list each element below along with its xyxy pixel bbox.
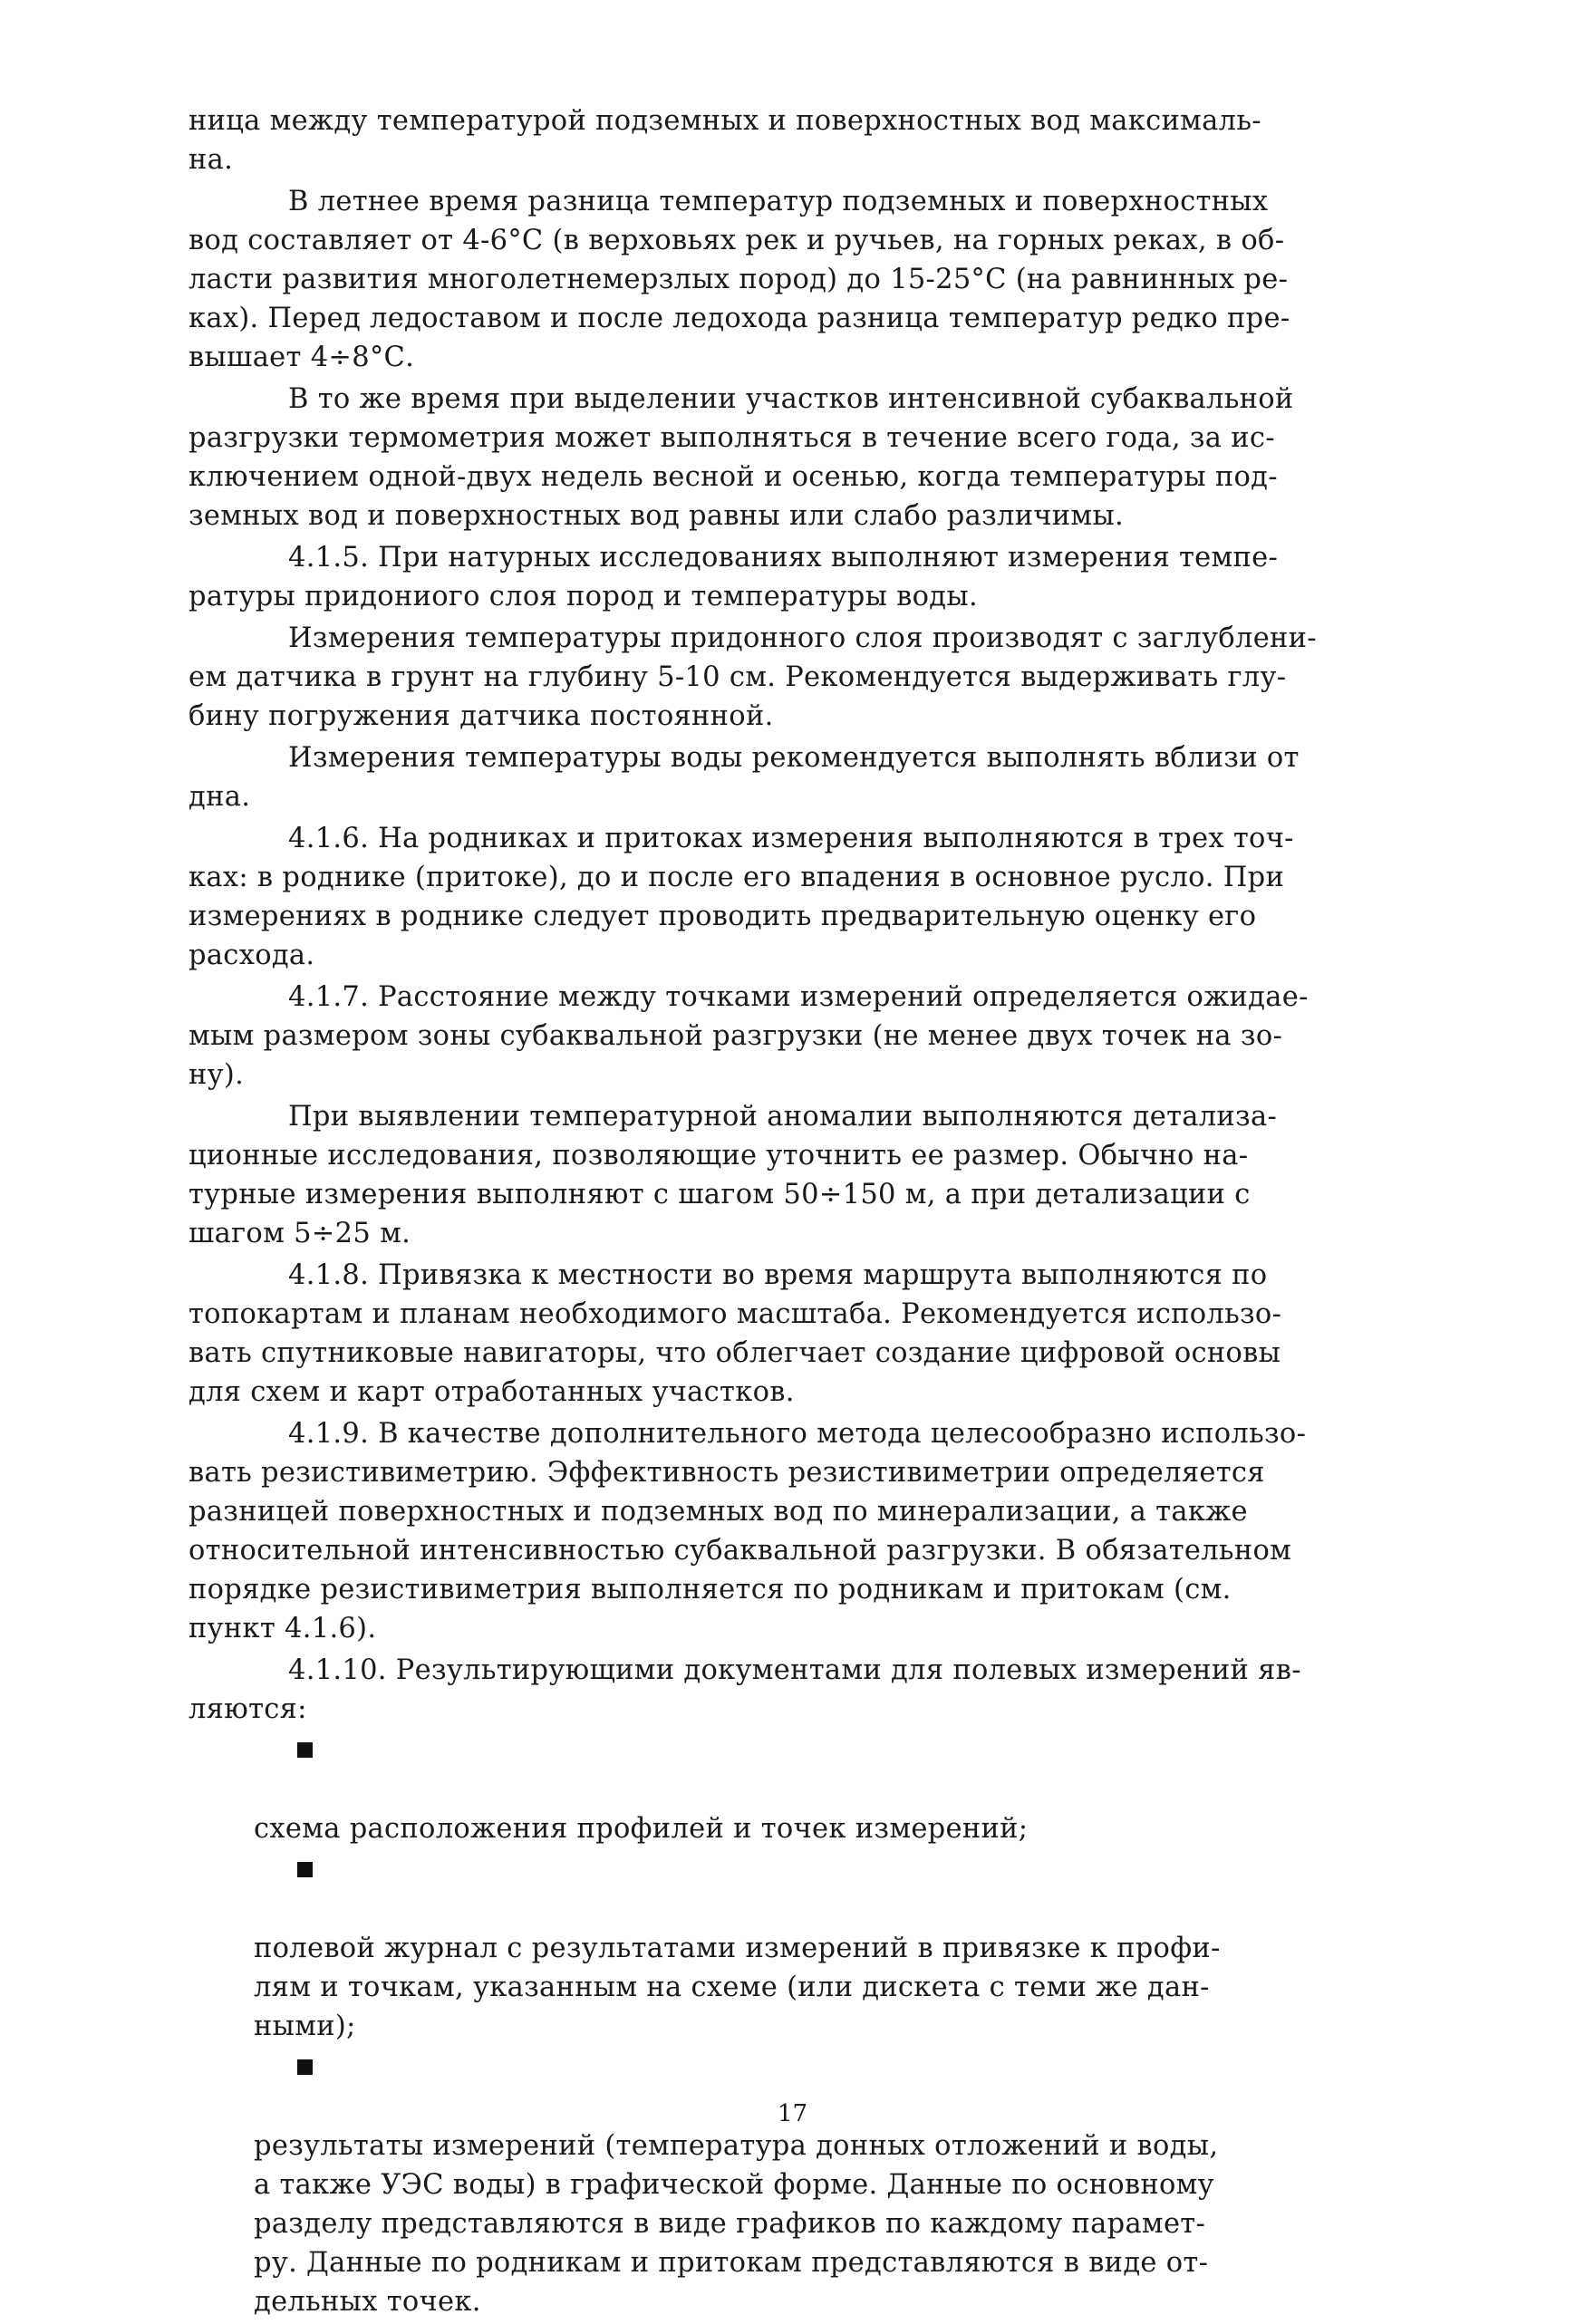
paragraph-anomaly-detailing: При выявлении температурной аномалии выполняются детализа- ционные исследования, позволяющие уточнить ее размер. Обычно на- турные измерения выполняют с шагом 50÷150 м, а при детализации с шагом 5÷25 м. bbox=[188, 1101, 1278, 1249]
paragraph-section-4-1-8: 4.1.8. Привязка к местности во время маршрута выполняются по топокартам и планам необходимого масштаба. Рекомендуется использо- вать спутниковые навигаторы, что облегчает создание цифровой основы для схем и карт отработанных участков. bbox=[188, 1259, 1282, 1408]
square-bullet-icon bbox=[297, 2059, 313, 2075]
page-number: 17 bbox=[777, 2100, 808, 2127]
paragraph-section-4-1-7: 4.1.7. Расстояние между точками измерений определяется ожидае- мым размером зоны субаквальной разгрузки (не менее двух точек на зо- ну). bbox=[188, 981, 1309, 1091]
list-item bbox=[188, 1851, 1403, 2046]
paragraph-water-temperature: Измерения температуры воды рекомендуется выполнять вблизи от дна. bbox=[188, 742, 1300, 813]
list-item bbox=[188, 1731, 1403, 1848]
paragraph-summer-temperature: В летнее время разница температур подземных и поверхностных вод составляет от 4-6°С (в верховьях рек и ручьев, на горных реках, в об- ласти развития многолетнемерзлых пород) до 15-25°С (на равнинных ре- ках). Перед ледоставом и после ледохода разница температур редко пре- вышает 4÷8°С. bbox=[188, 186, 1290, 373]
square-bullet-icon bbox=[297, 1742, 313, 1758]
paragraph-bottom-layer-measurement: Измерения температуры придонного слоя производят с заглублени- ем датчика в грунт на глубину 5-10 см. Рекомендуется выдерживать глу- бину погружения датчика постоянной. bbox=[188, 622, 1317, 732]
paragraph-section-4-1-6: 4.1.6. На родниках и притоках измерения выполняются в трех точ- ках: в роднике (притоке), до и после его впадения в основное русло. При измерениях в роднике следует проводить предварительную оценку его расхода. bbox=[188, 823, 1294, 971]
paragraph-section-4-1-10: 4.1.10. Результирующими документами для полевых измерений яв- ляются: bbox=[188, 1654, 1301, 1725]
list-item-text: результаты измерений (температура донных отложений и воды, а также УЭС воды) в графической форме. Данные по основному разделу представляются в виде графиков по каждому парамет- ру. Данные по родникам и притокам представляются в виде от- дельных точек. bbox=[254, 2130, 1219, 2318]
square-bullet-icon bbox=[297, 1862, 313, 1877]
page-body bbox=[188, 101, 1403, 2324]
paragraph-section-4-1-9: 4.1.9. В качестве дополнительного метода целесообразно использо- вать резистивиметрию. Эффективность резистивиметрии определяется разницей поверхностных и подземных вод по минерализации, а также относительной интенсивностью субаквальной разгрузки. В обязательном порядке резистивиметрия выполняется по родникам и притокам (см. пункт 4.1.6). bbox=[188, 1418, 1307, 1644]
list-item-text: полевой журнал с результатами измерений в привязке к профи- лям и точкам, указанным на схеме (или дискета с теми же дан- ными); bbox=[254, 1933, 1221, 2042]
list-item-text: схема расположения профилей и точек измерений; bbox=[254, 1813, 1029, 1845]
paragraph-year-round-thermometry: В то же время при выделении участков интенсивной субаквальной разгрузки термометрия может выполняться в течение всего года, за ис- ключением одной-двух недель весной и осенью, когда температуры под- земных вод и поверхностных вод равны или слабо различимы. bbox=[188, 383, 1294, 532]
paragraph-continuation: ница между температурой подземных и поверхностных вод максималь- на. bbox=[188, 105, 1261, 176]
paragraph-section-4-1-5: 4.1.5. При натурных исследованиях выполняют измерения темпе- ратуры придониого слоя пород и температуры воды. bbox=[188, 542, 1279, 612]
list-item bbox=[188, 2049, 1403, 2321]
result-documents-list bbox=[188, 1731, 1403, 2321]
